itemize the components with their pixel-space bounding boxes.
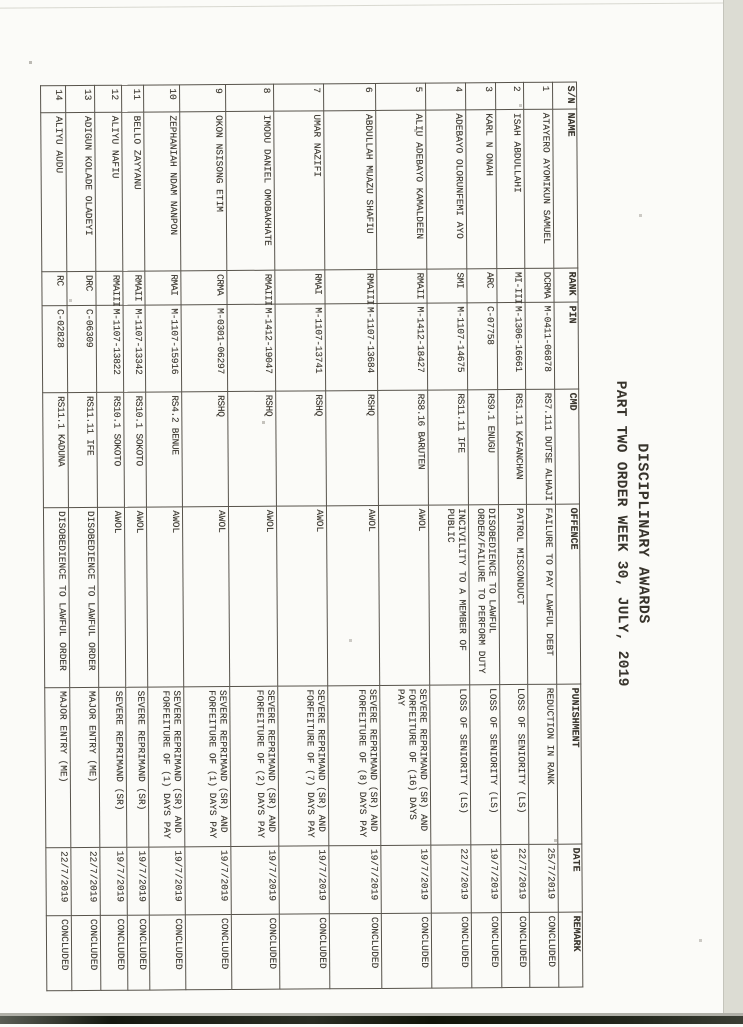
cell-name: ISAH ABDULLAHI <box>496 109 525 268</box>
cell-cmd: RS9.1 ENUGU <box>468 390 499 505</box>
cell-date: 19/7/2019 <box>381 845 431 913</box>
header-rank: RANK <box>554 268 578 302</box>
cell-date: 19/7/2019 <box>149 847 185 915</box>
cell-name: ALIYU AUDU <box>41 113 67 272</box>
cell-rank: DCRMA <box>525 268 554 302</box>
cell-rank: RMAIII <box>325 269 377 303</box>
header-name: NAME <box>553 109 578 268</box>
header-punishment: PUNISHMENT <box>557 684 582 844</box>
cell-remark: CONCLUDED <box>231 914 280 989</box>
cell-punishment: SEVERE REPRIMAND (SR) <box>99 687 127 847</box>
cell-date: 19/7/2019 <box>471 845 501 913</box>
cell-rank: RMAIII <box>96 271 123 305</box>
cell-remark: CONCLUDED <box>100 915 128 990</box>
table-row <box>426 83 472 988</box>
cell-remark: CONCLUDED <box>127 915 150 990</box>
cell-sn: 14 <box>41 86 66 113</box>
document-title <box>610 81 654 986</box>
cell-name: ABDULLAH MUAZU SHAFIU <box>324 110 377 269</box>
cell-punishment: SEVERE REPRIMAND (SR) AND FORFEITURE OF (2) DAYS PAY <box>230 686 279 846</box>
cell-pin: M-1107-13684 <box>325 303 378 390</box>
cell-pin: M-1306-16661 <box>497 302 526 389</box>
table-row <box>180 85 232 990</box>
cell-pin: M-1412-18427 <box>377 303 428 390</box>
cell-cmd: RS7.111 DUTSE ALHAJI <box>526 389 556 504</box>
cell-pin: C-02828 <box>42 306 68 393</box>
table-row <box>466 83 502 988</box>
cell-remark: CONCLUDED <box>501 912 530 987</box>
cell-rank: RMAII <box>377 269 427 303</box>
cell-offence: AWOL <box>228 506 277 686</box>
cell-name: BELLO ZAYYANU <box>122 112 145 271</box>
cell-offence: AWOL <box>124 507 147 687</box>
cell-rank: RMAI <box>275 270 325 304</box>
cell-sn: 11 <box>122 85 144 112</box>
cell-date: 19/7/2019 <box>279 846 329 914</box>
disciplinary-table <box>40 82 583 992</box>
header-offence: OFFENCE <box>555 504 580 684</box>
cell-name: KARL N ONAH <box>466 110 497 269</box>
table-row <box>144 85 186 990</box>
cell-pin: C-07758 <box>467 303 498 390</box>
title-line-1: DISCIPLINARY AWARDS <box>633 443 652 624</box>
cell-remark: CONCLUDED <box>279 914 330 989</box>
header-date: DATE <box>558 844 582 912</box>
cell-pin: C-06309 <box>67 305 97 392</box>
cell-name: OKON NSISONG ETIM <box>180 112 227 271</box>
cell-cmd: RS11.11 IFE <box>68 392 98 507</box>
cell-rank: DRC <box>67 271 96 305</box>
cell-date: 25/7/2019 <box>529 844 558 912</box>
cell-punishment: SEVERE REPRIMAND (SR) AND FORFEITURE OF (7) DAYS PAY <box>278 686 329 846</box>
cell-rank: RMAI <box>145 271 181 305</box>
header-pin: PIN <box>554 302 579 389</box>
header-cmd: CMD <box>555 389 580 504</box>
cell-name: IMODU DANIEL OMOBAKHATE <box>226 111 275 270</box>
cell-rank: RC <box>42 272 67 306</box>
cell-name: UMAR NAZIFI <box>274 111 325 270</box>
cell-sn: 3 <box>466 83 496 110</box>
cell-pin: M-0301-06297 <box>181 305 228 392</box>
cell-cmd: RS11.1 KADUNA <box>43 393 69 508</box>
cell-name: ADEBAYO OLORUNFEMI AYO <box>426 110 467 269</box>
cell-pin: M-1107-15916 <box>145 305 182 392</box>
cell-offence: AWOL <box>146 507 183 687</box>
cell-cmd: RS10.1 SOKOTO <box>124 392 147 507</box>
cell-name: ADIGUN KOLADE OLADEYI <box>66 112 96 271</box>
header-sn: S/N <box>553 82 577 109</box>
cell-cmd: RS8.16 BARUTEN <box>378 390 429 505</box>
cell-remark: CONCLUDED <box>149 915 186 990</box>
cell-rank: RMAII <box>123 271 145 305</box>
cell-remark: CONCLUDED <box>431 913 472 988</box>
cell-pin: M-1412-19047 <box>227 304 276 391</box>
cell-sn: 12 <box>95 85 122 112</box>
cell-sn: 10 <box>144 85 180 112</box>
cell-punishment: REDUCTION IN RANK <box>528 684 558 844</box>
cell-cmd: RS1.11 KAFANCHAN <box>498 389 527 504</box>
cell-punishment: SEVERE REPRIMAND (SR) AND FORFEITURE OF (1) DAYS PAY <box>184 686 231 846</box>
table-row <box>376 83 432 988</box>
cell-punishment: LOSS OF SENIORITY (LS) <box>470 685 501 845</box>
cell-name: ATAYERO AYOMIKUN SAMUEL <box>524 109 554 268</box>
cell-offence: DISOBEDIENCE TO LAWFUL ORDER <box>43 508 69 688</box>
cell-rank: ARC <box>467 269 497 303</box>
cell-punishment: SEVERE REPRIMAND (SR) AND FORFEITURE OF (16) DAYS PAY <box>380 685 431 845</box>
cell-name: ZEPHANIAH NDAM NANPON <box>144 112 181 271</box>
cell-sn: 5 <box>376 83 426 110</box>
cell-date: 19/7/2019 <box>127 847 149 915</box>
cell-offence: INCIVILITY TO A MEMBER OF PUBLIC <box>428 505 469 685</box>
cell-sn: 1 <box>524 82 553 109</box>
cell-punishment: LOSS OF SENIORITY (LS) <box>500 684 529 844</box>
cell-remark: CONCLUDED <box>71 915 101 990</box>
cell-date: 19/7/2019 <box>185 846 231 914</box>
cell-offence: DISOBEDIENCE TO LAWFUL ORDER/FAILURE TO PERFORM DUTY <box>468 505 499 685</box>
cell-offence: AWOL <box>378 505 429 685</box>
cell-cmd: RS10.1 SOKOTO <box>97 392 125 507</box>
cell-cmd: RS11.11 IFE <box>428 390 469 505</box>
cell-offence: AWOL <box>326 505 379 685</box>
cell-date: 19/7/2019 <box>100 847 127 915</box>
table-row <box>274 84 330 989</box>
cell-date: 19/7/2019 <box>329 845 381 913</box>
cell-name: ALIU ADEBAYO KAMALDEEN <box>376 110 427 269</box>
cell-rank: CRMA <box>181 271 227 305</box>
scanner-edge-strip <box>723 0 743 1024</box>
cell-remark: CONCLUDED <box>46 916 72 991</box>
cell-offence: FAILURE TO PAY LAWFUL DEBT <box>526 504 556 684</box>
cell-remark: CONCLUDED <box>381 913 432 988</box>
cell-date: 22/7/2019 <box>431 845 471 913</box>
cell-cmd: RSHQ <box>276 391 327 506</box>
cell-cmd: RSHQ <box>182 392 229 507</box>
cell-date: 22/7/2019 <box>46 848 71 916</box>
cell-remark: CONCLUDED <box>471 913 502 988</box>
cell-punishment: SEVERE REPRIMAND (SR) AND FORFEITURE OF (1) DAYS PAY <box>148 687 185 847</box>
cell-offence: AWOL <box>97 507 125 687</box>
table-row <box>226 84 280 989</box>
cell-cmd: RSHQ <box>326 390 379 505</box>
cell-pin: M-1107-13741 <box>275 304 326 391</box>
cell-sn: 2 <box>496 82 524 109</box>
cell-rank: RMAIII <box>227 270 275 304</box>
cell-name: ALIYU NAFIU <box>95 112 123 271</box>
cell-remark: CONCLUDED <box>329 913 382 988</box>
cell-pin: M-1107-13342 <box>123 305 146 392</box>
cell-sn: 4 <box>426 83 466 110</box>
scan-speckles <box>0 0 1 1</box>
title-line-2: PART TWO ORDER WEEK 30, JULY, 2019 <box>612 380 631 687</box>
cell-sn: 9 <box>180 85 226 112</box>
cell-punishment: MAJOR ENTRY (ME) <box>70 687 100 847</box>
cell-date: 22/7/2019 <box>501 844 529 912</box>
cell-cmd: RS4.2 BENUE <box>146 392 183 507</box>
cell-sn: 6 <box>324 83 376 110</box>
table-row <box>324 83 382 988</box>
cell-date: 19/7/2019 <box>231 846 279 914</box>
cell-offence: AWOL <box>276 506 327 686</box>
cell-pin: M-1107-13822 <box>96 305 124 392</box>
cell-pin: M-0411-06878 <box>525 302 555 389</box>
cell-rank: SMI <box>427 269 467 303</box>
cell-remark: CONCLUDED <box>529 912 559 987</box>
cell-rank: MI-III <box>497 268 525 302</box>
cell-offence: AWOL <box>182 506 229 686</box>
cell-offence: DISOBEDIENCE TO LAWFUL ORDER <box>68 507 98 687</box>
cell-sn: 13 <box>66 85 95 112</box>
cell-punishment: MAJOR ENTRY (ME) <box>45 688 71 848</box>
scanner-bottom-band <box>0 1016 743 1024</box>
header-remark: REMARK <box>558 912 583 987</box>
cell-punishment: SEVERE REPRIMAND (SR) AND FORFEITURE OF (8) DAYS PAY <box>328 685 381 845</box>
cell-sn: 8 <box>226 84 274 111</box>
cell-remark: CONCLUDED <box>185 914 232 989</box>
cell-offence: PATROL MISCONDUCT <box>498 504 527 684</box>
cell-sn: 7 <box>274 84 324 111</box>
cell-cmd: RSHQ <box>228 391 277 506</box>
cell-punishment: SEVERE REPRIMAND (SR) <box>126 687 149 847</box>
cell-pin: M-1107-14675 <box>427 303 468 390</box>
cell-punishment: LOSS OF SENIORITY (LS) <box>430 685 471 845</box>
cell-date: 22/7/2019 <box>71 847 100 915</box>
